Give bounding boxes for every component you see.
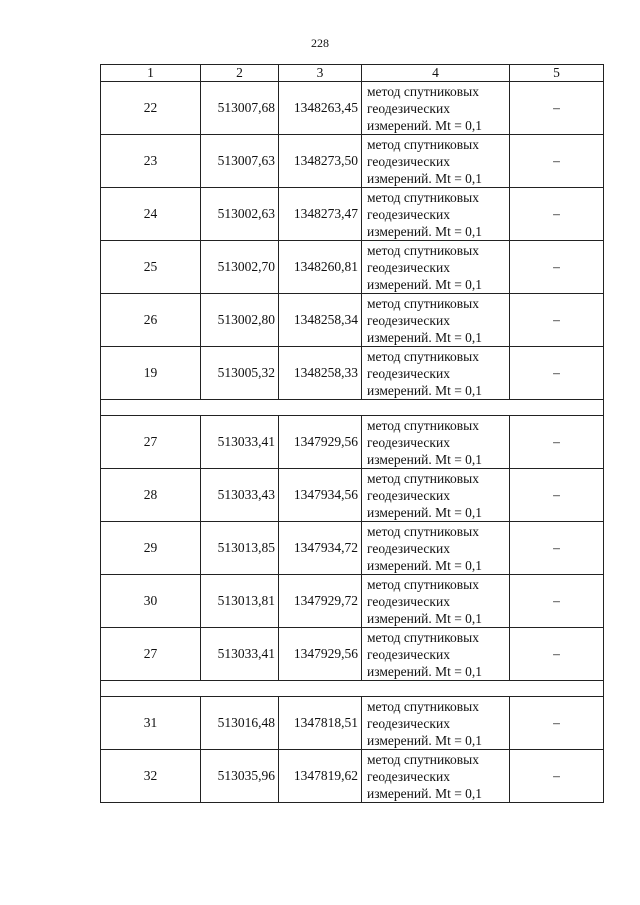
x-coordinate-cell: 513007,68 (201, 82, 279, 135)
method-text-line: измерений. Mt = 0,1 (367, 610, 483, 626)
x-coordinate-cell: 513013,85 (201, 522, 279, 575)
method-text-line: метод спутниковых (367, 295, 479, 311)
table-row (101, 82, 604, 135)
method-text-line: метод спутниковых (367, 83, 479, 99)
x-coordinate-cell: 513013,81 (201, 575, 279, 628)
y-coordinate-cell: 1347929,56 (279, 628, 362, 681)
method-cell (362, 347, 510, 400)
point-number-cell: 25 (101, 241, 201, 294)
table-row (101, 628, 604, 681)
method-cell (362, 135, 510, 188)
table-row (101, 294, 604, 347)
method-cell (362, 241, 510, 294)
col-5-cell: – (510, 347, 604, 400)
group-separator-cell (101, 681, 604, 697)
method-text-line: метод спутниковых (367, 698, 479, 714)
method-text-line: метод спутниковых (367, 470, 479, 486)
page-number: 228 (311, 36, 329, 50)
x-coordinate-cell: 513033,43 (201, 469, 279, 522)
table-row (101, 575, 604, 628)
x-coordinate-cell: 513002,80 (201, 294, 279, 347)
y-coordinate-cell: 1348273,47 (279, 188, 362, 241)
y-coordinate-cell: 1347934,56 (279, 469, 362, 522)
header-col-5: 5 (510, 65, 604, 82)
method-cell (362, 469, 510, 522)
method-text-line: метод спутниковых (367, 242, 479, 258)
method-cell (362, 750, 510, 803)
group-separator-row (101, 681, 604, 697)
table-row (101, 416, 604, 469)
method-text-line: измерений. Mt = 0,1 (367, 223, 483, 239)
method-text-line: метод спутниковых (367, 751, 479, 767)
point-number-cell: 32 (101, 750, 201, 803)
method-text-line: измерений. Mt = 0,1 (367, 451, 483, 467)
method-text-line: измерений. Mt = 0,1 (367, 382, 483, 398)
x-coordinate-cell: 513002,70 (201, 241, 279, 294)
col-5-cell: – (510, 294, 604, 347)
point-number-cell: 30 (101, 575, 201, 628)
method-cell (362, 82, 510, 135)
col-5-cell: – (510, 135, 604, 188)
col-5-cell: – (510, 469, 604, 522)
col-5-cell: – (510, 697, 604, 750)
table-row (101, 188, 604, 241)
x-coordinate-cell: 513002,63 (201, 188, 279, 241)
method-text-line: геодезических (367, 312, 450, 328)
method-text-line: измерений. Mt = 0,1 (367, 557, 483, 573)
col-5-cell: – (510, 416, 604, 469)
table-row (101, 697, 604, 750)
col-5-cell: – (510, 82, 604, 135)
method-cell (362, 416, 510, 469)
x-coordinate-cell: 513016,48 (201, 697, 279, 750)
x-coordinate-cell: 513005,32 (201, 347, 279, 400)
method-text-line: измерений. Mt = 0,1 (367, 117, 483, 133)
method-cell (362, 522, 510, 575)
header-col-1: 1 (101, 65, 201, 82)
table-row (101, 241, 604, 294)
point-number-cell: 27 (101, 416, 201, 469)
method-text-line: метод спутниковых (367, 417, 479, 433)
method-text-line: геодезических (367, 768, 450, 784)
col-5-cell: – (510, 188, 604, 241)
group-separator-cell (101, 400, 604, 416)
method-text-line: измерений. Mt = 0,1 (367, 785, 483, 801)
coordinates-table (100, 64, 604, 803)
method-text-line: измерений. Mt = 0,1 (367, 276, 483, 292)
x-coordinate-cell: 513033,41 (201, 628, 279, 681)
point-number-cell: 23 (101, 135, 201, 188)
y-coordinate-cell: 1347934,72 (279, 522, 362, 575)
y-coordinate-cell: 1348258,34 (279, 294, 362, 347)
header-col-3: 3 (279, 65, 362, 82)
method-text-line: геодезических (367, 206, 450, 222)
method-text-line: метод спутниковых (367, 136, 479, 152)
point-number-cell: 28 (101, 469, 201, 522)
method-cell (362, 628, 510, 681)
method-text-line: измерений. Mt = 0,1 (367, 504, 483, 520)
table-row (101, 750, 604, 803)
method-text-line: метод спутниковых (367, 576, 479, 592)
group-separator-row (101, 400, 604, 416)
method-text-line: геодезических (367, 540, 450, 556)
table-row (101, 469, 604, 522)
header-col-4: 4 (362, 65, 510, 82)
method-text-line: измерений. Mt = 0,1 (367, 170, 483, 186)
method-text-line: метод спутниковых (367, 189, 479, 205)
y-coordinate-cell: 1348273,50 (279, 135, 362, 188)
point-number-cell: 26 (101, 294, 201, 347)
header-col-2: 2 (201, 65, 279, 82)
method-cell (362, 294, 510, 347)
method-text-line: геодезических (367, 100, 450, 116)
y-coordinate-cell: 1347818,51 (279, 697, 362, 750)
y-coordinate-cell: 1348258,33 (279, 347, 362, 400)
header-row (101, 65, 604, 82)
table-body (101, 82, 604, 803)
col-5-cell: – (510, 750, 604, 803)
point-number-cell: 24 (101, 188, 201, 241)
method-text-line: измерений. Mt = 0,1 (367, 663, 483, 679)
point-number-cell: 29 (101, 522, 201, 575)
y-coordinate-cell: 1347819,62 (279, 750, 362, 803)
x-coordinate-cell: 513033,41 (201, 416, 279, 469)
col-5-cell: – (510, 522, 604, 575)
method-text-line: геодезических (367, 259, 450, 275)
method-text-line: измерений. Mt = 0,1 (367, 732, 483, 748)
method-text-line: геодезических (367, 365, 450, 381)
method-cell (362, 188, 510, 241)
col-5-cell: – (510, 628, 604, 681)
table-row (101, 135, 604, 188)
point-number-cell: 31 (101, 697, 201, 750)
y-coordinate-cell: 1347929,72 (279, 575, 362, 628)
x-coordinate-cell: 513007,63 (201, 135, 279, 188)
method-text-line: метод спутниковых (367, 348, 479, 364)
col-5-cell: – (510, 575, 604, 628)
y-coordinate-cell: 1348260,81 (279, 241, 362, 294)
method-text-line: геодезических (367, 434, 450, 450)
point-number-cell: 22 (101, 82, 201, 135)
x-coordinate-cell: 513035,96 (201, 750, 279, 803)
method-text-line: метод спутниковых (367, 629, 479, 645)
table-row (101, 522, 604, 575)
table-row (101, 347, 604, 400)
method-text-line: геодезических (367, 593, 450, 609)
method-cell (362, 575, 510, 628)
point-number-cell: 27 (101, 628, 201, 681)
method-text-line: метод спутниковых (367, 523, 479, 539)
point-number-cell: 19 (101, 347, 201, 400)
method-text-line: геодезических (367, 715, 450, 731)
col-5-cell: – (510, 241, 604, 294)
y-coordinate-cell: 1347929,56 (279, 416, 362, 469)
method-text-line: геодезических (367, 487, 450, 503)
method-text-line: геодезических (367, 646, 450, 662)
y-coordinate-cell: 1348263,45 (279, 82, 362, 135)
method-text-line: геодезических (367, 153, 450, 169)
method-cell (362, 697, 510, 750)
method-text-line: измерений. Mt = 0,1 (367, 329, 483, 345)
